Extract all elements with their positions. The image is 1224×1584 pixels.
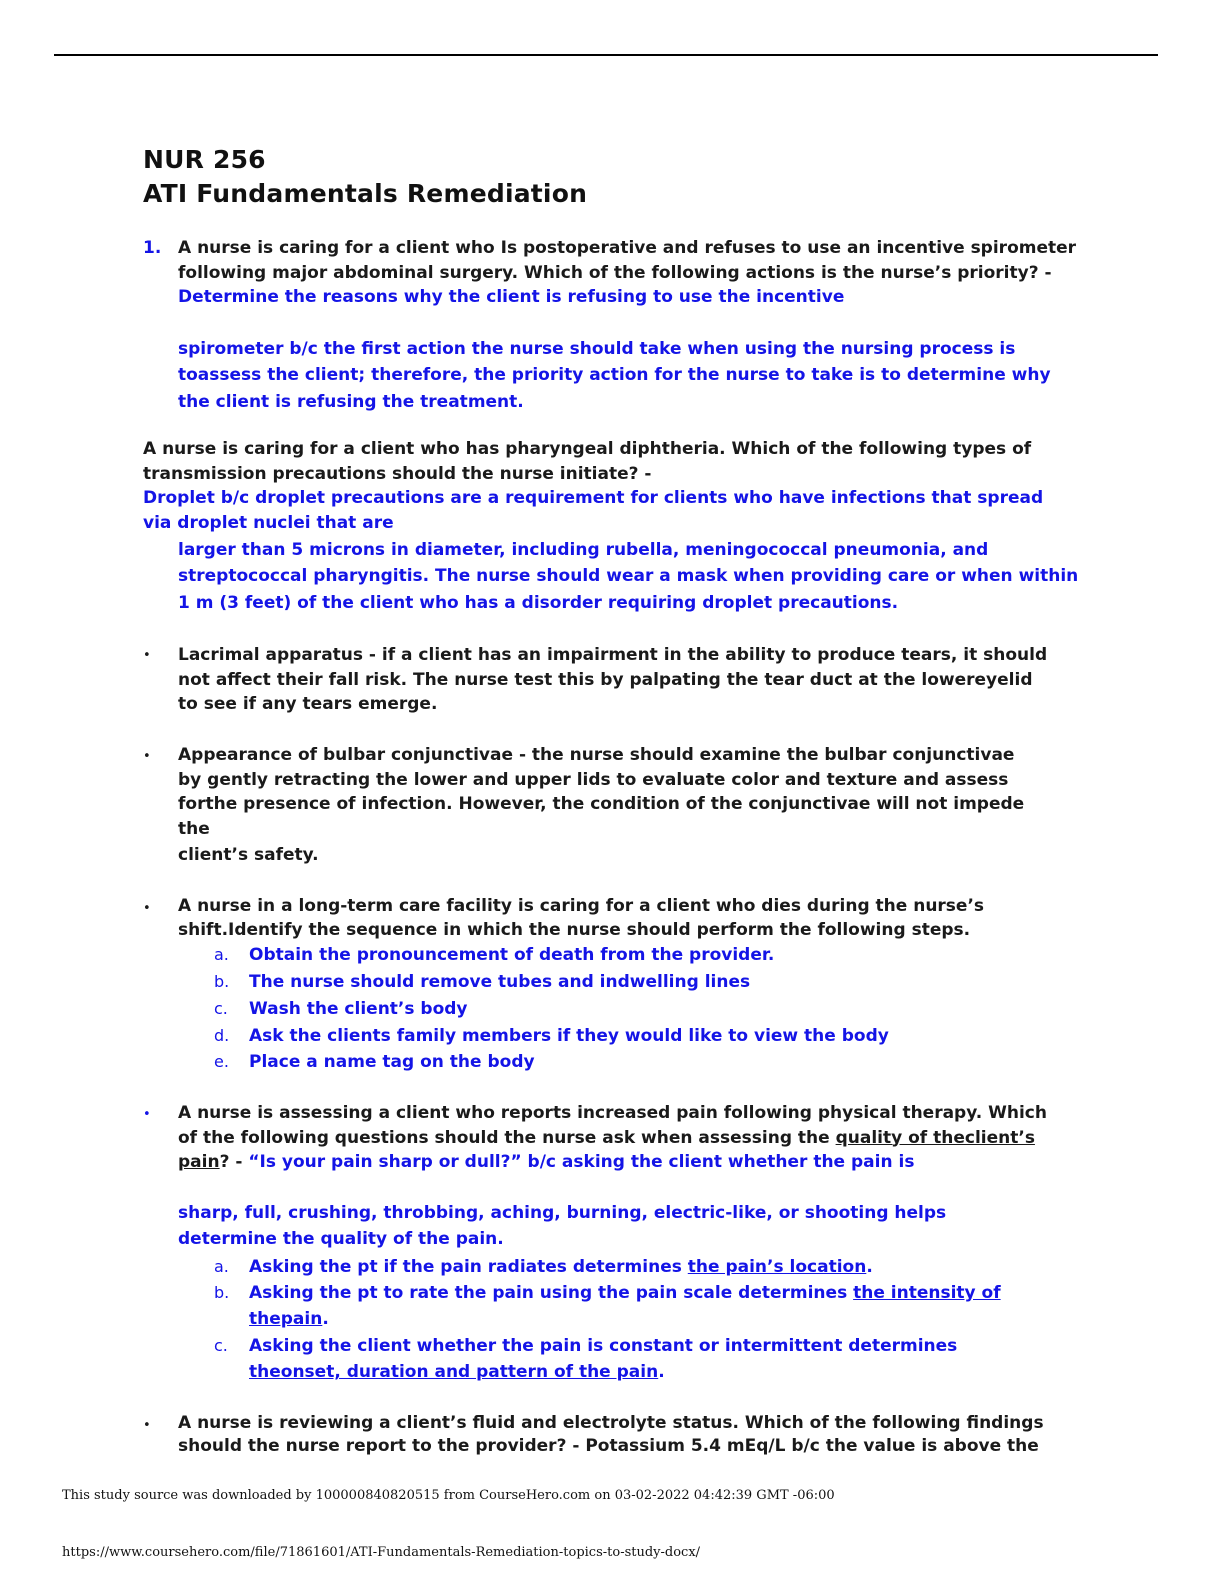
document-title: ATI Fundamentals Remediation [143, 179, 588, 208]
pain-item [249, 1333, 1049, 1386]
bullet-icon: • [143, 901, 151, 916]
source-url[interactable]: https://www.coursehero.com/file/71861601/ATI-Fundamentals-Remediation-topics-to-study-docx/ [62, 1545, 701, 1560]
pain-item-emphasis: theonset, duration and pattern of the pain [249, 1362, 659, 1383]
bullet-icon: • [143, 1418, 151, 1433]
question-number: 1. [143, 238, 162, 258]
pain-question-answer: “Is your pain sharp or dull?” b/c asking the client whether the pain is [248, 1152, 915, 1172]
pain-question-text: A nurse is assessing a client who reports increased pain following physical therapy. Which of the following questions should the nurse ask when assessing the [178, 1103, 1047, 1148]
pain-question-rationale: sharp, full, crushing, throbbing, aching, burning, electric-like, or shooting helps determine the quality of the pain. [178, 1203, 947, 1250]
list-letter: e. [214, 1052, 229, 1071]
pain-item-text: Asking the client whether the pain is constant or intermittent determines [249, 1336, 958, 1356]
list-item: Obtain the pronouncement of death from the provider. [249, 945, 775, 965]
list-item: Ask the clients family members if they would like to view the body [249, 1026, 889, 1046]
pain-item-end: . [866, 1257, 873, 1277]
question-1-text: A nurse is caring for a client who Is postoperative and refuses to use an incentive spirometer following major abdominal surgery. Which of the following actions is the nurse’s priority? - [178, 238, 1077, 283]
question-2-text: A nurse is caring for a client who has pharyngeal diphtheria. Which of the following types of transmission precautions should the nurse initiate? - [143, 439, 1032, 484]
note-bulbar-conjunctivae: Appearance of bulbar conjunctivae - the nurse should examine the bulbar conjunctivae by gently retracting the lower and upper lids to evaluate color and texture and assess forthe presence of infection. However, the condition of the conjunctivae will not impede the [178, 745, 1025, 839]
list-letter: b. [214, 972, 230, 991]
question-2-answer: Droplet b/c droplet precautions are a requirement for clients who have infections that spread via droplet nuclei that are [143, 488, 1044, 533]
bullet-icon: • [143, 1107, 151, 1122]
pain-item-end: . [322, 1309, 329, 1330]
question-postmortem-sequence: A nurse in a long-term care facility is caring for a client who dies during the nurse’s shift.Identify the sequence in which the nurse should perform the following steps. [178, 896, 985, 940]
pain-item-emphasis: the intensity of thepain [249, 1283, 1001, 1330]
pain-item-text: Asking the pt to rate the pain using the pain scale determines [249, 1283, 854, 1303]
list-letter: a. [214, 1257, 229, 1276]
course-code: NUR 256 [143, 145, 266, 174]
pain-question-emphasis: quality of theclient’s pain [178, 1127, 1035, 1172]
download-notice: This study source was downloaded by 100000840820515 from CourseHero.com on 03-02-2022 04:42:39 GMT -06:00 [62, 1488, 835, 1503]
note-bulbar-conjunctivae-end: client’s safety. [178, 845, 319, 865]
pain-item [249, 1254, 1079, 1280]
pain-item [249, 1280, 1079, 1333]
question-1-rationale: spirometer b/c the first action the nurse should take when using the nursing process is toassess the client; therefore, the priority action for the nurse to take is to determine why the client is refusing the treatment. [178, 339, 1051, 412]
list-item: Wash the client’s body [249, 999, 468, 1019]
list-letter: c. [214, 999, 228, 1018]
list-letter: d. [214, 1026, 230, 1045]
pain-question-end: ? - [219, 1152, 249, 1172]
top-rule [54, 54, 1158, 56]
note-lacrimal-apparatus: Lacrimal apparatus - if a client has an impairment in the ability to produce tears, it should not affect their fall risk. The nurse test this by palpating the tear duct at the lowereyelid to see if any tears emerge. [178, 645, 1048, 714]
question-1 [178, 236, 1078, 310]
bullet-icon: • [143, 749, 151, 764]
bullet-icon: • [143, 648, 151, 663]
list-letter: a. [214, 945, 229, 964]
list-item: Place a name tag on the body [249, 1052, 535, 1072]
question-2-rationale: larger than 5 microns in diameter, including rubella, meningococcal pneumonia, and streptococcal pharyngitis. The nurse should wear a mask when providing care or when within 1 m (3 feet) of the client who has a disorder requiring droplet precautions. [178, 540, 1079, 613]
pain-item-emphasis: the pain’s location [687, 1257, 867, 1277]
pain-item-end: . [658, 1362, 665, 1383]
list-item: The nurse should remove tubes and indwelling lines [249, 972, 751, 992]
list-letter: c. [214, 1336, 228, 1355]
question-1-answer: Determine the reasons why the client is refusing to use the incentive [178, 287, 845, 307]
question-pain-quality [178, 1101, 1063, 1175]
pain-item-text: Asking the pt if the pain radiates determines [249, 1257, 688, 1277]
list-letter: b. [214, 1283, 230, 1302]
question-fluid-electrolyte: A nurse is reviewing a client’s fluid and electrolyte status. Which of the following findings should the nurse report to the provider? - Potassium 5.4 mEq/L b/c the value is above the [178, 1413, 1044, 1456]
